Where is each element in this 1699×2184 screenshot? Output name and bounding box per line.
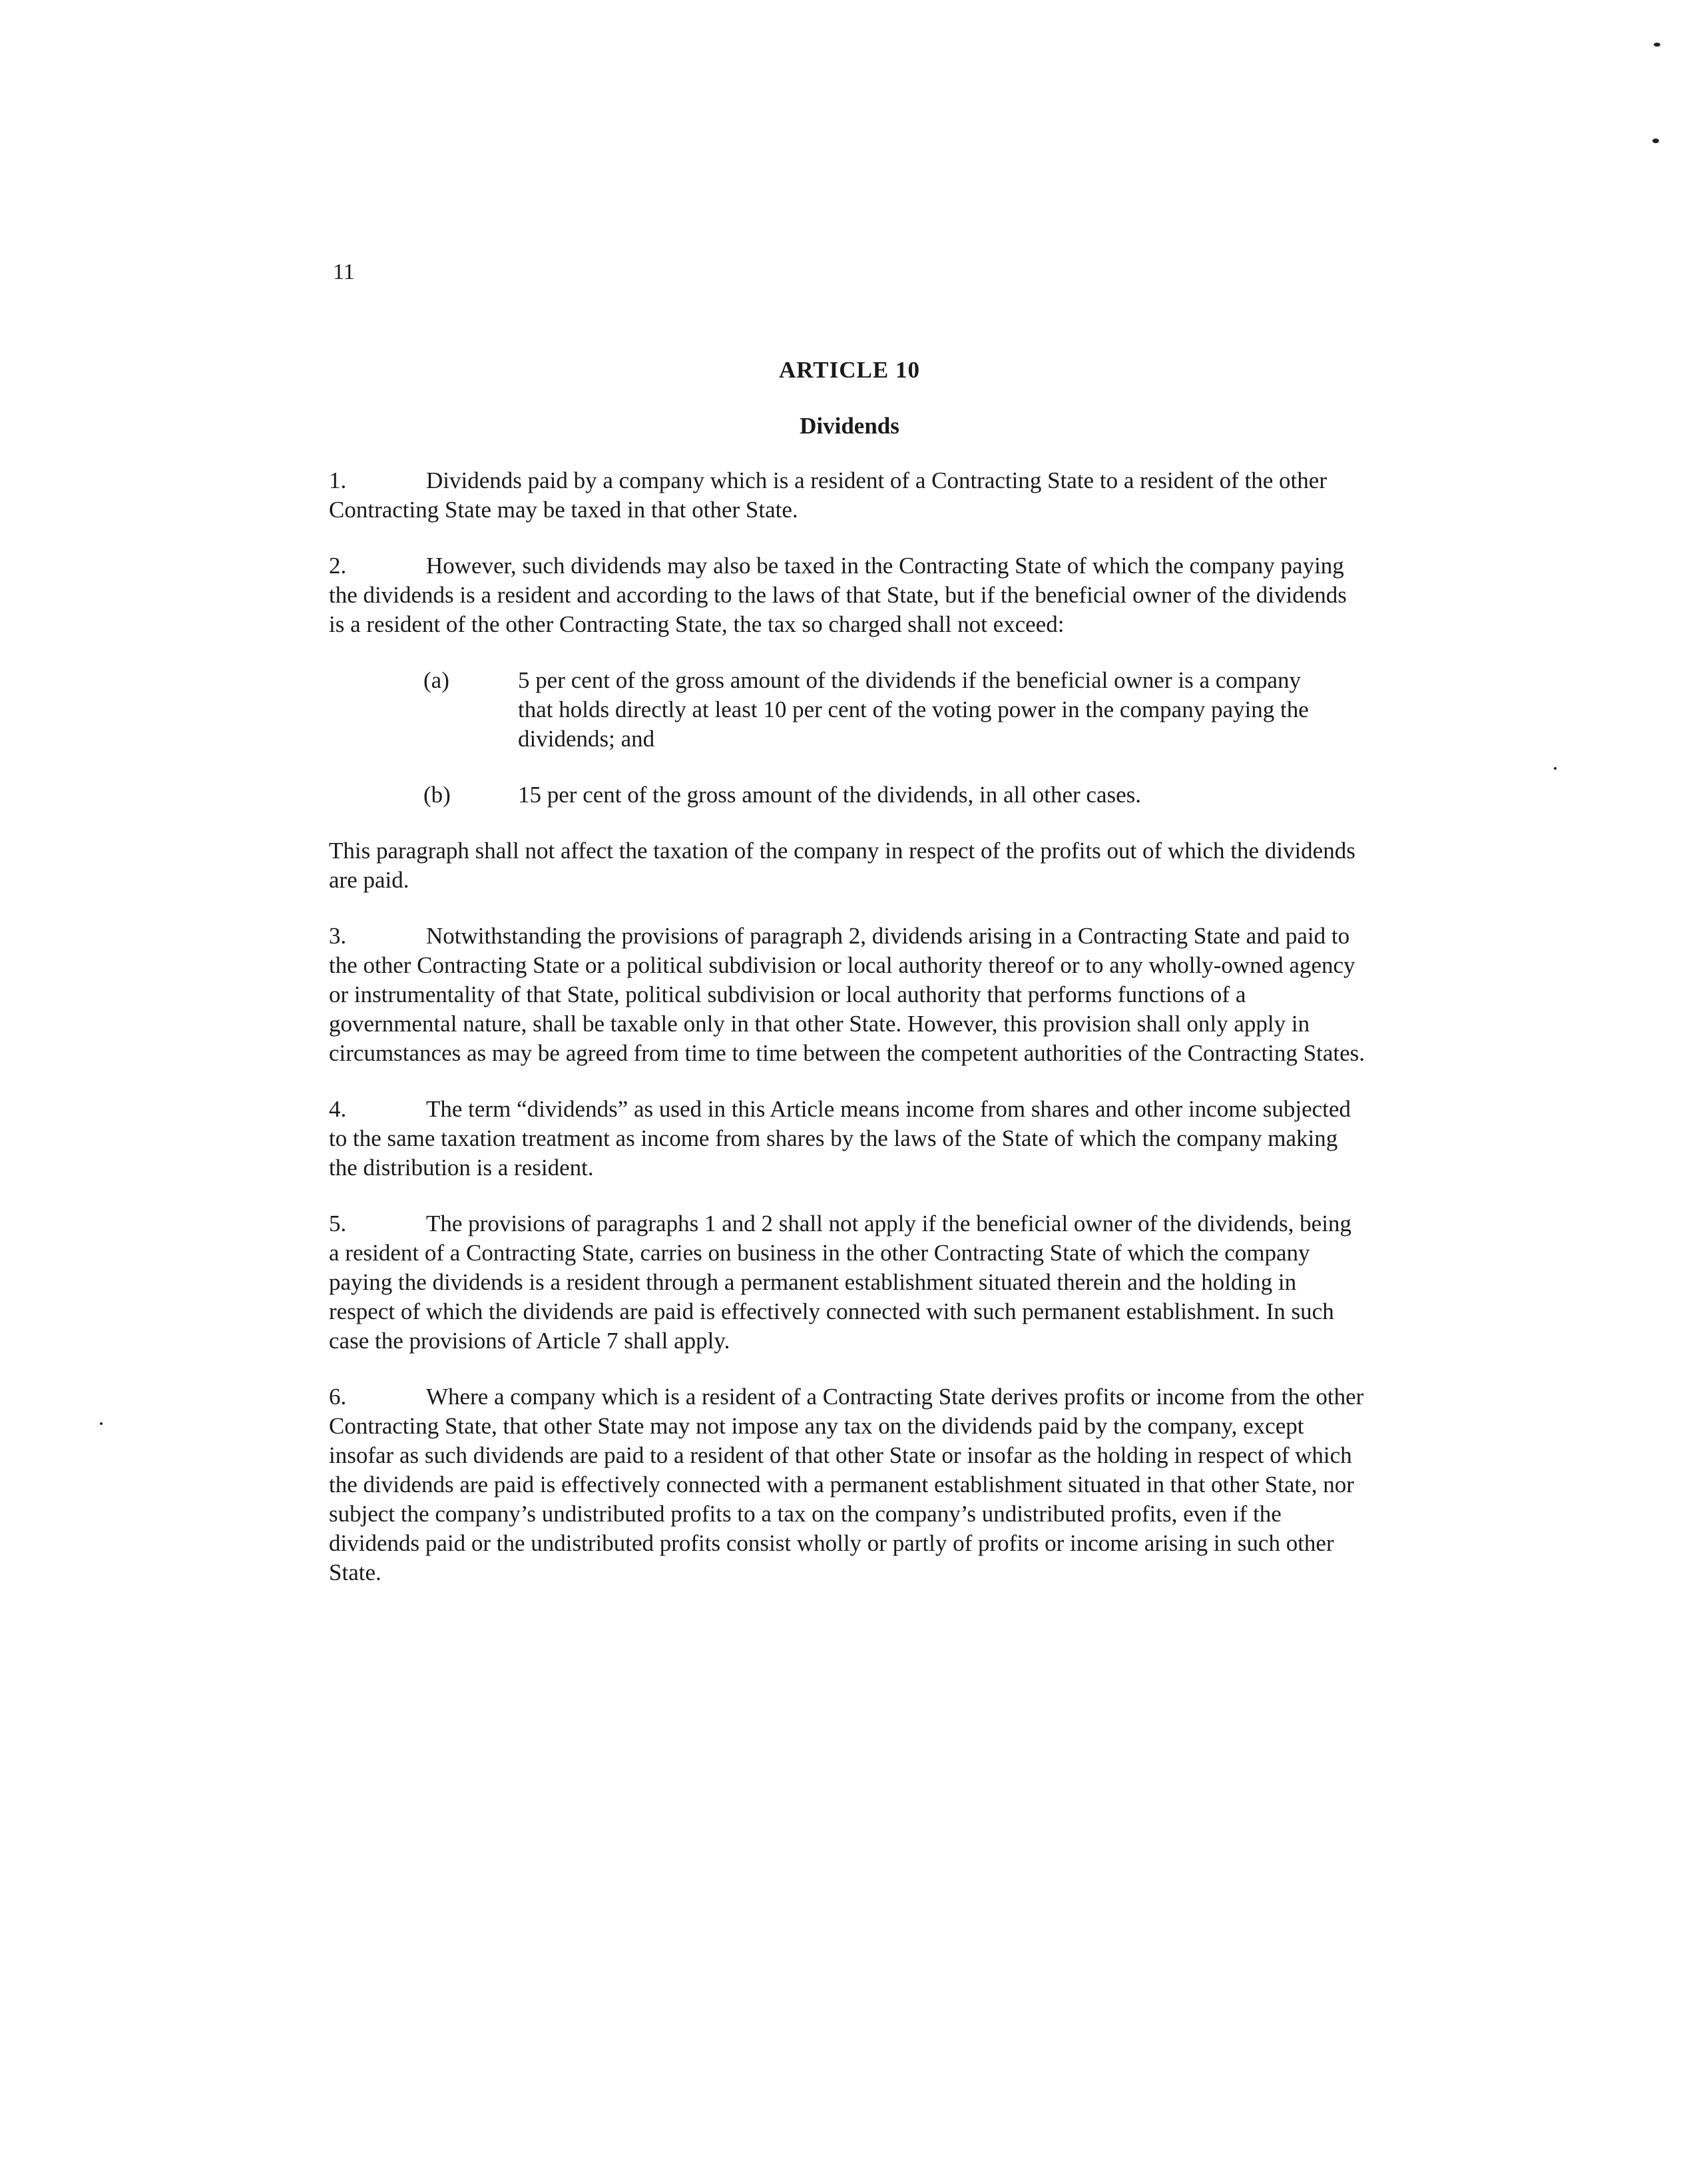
- paragraph-number: 2.: [329, 553, 347, 579]
- sub-item-text: 15 per cent of the gross amount of the dividends, in all other cases.: [518, 782, 1142, 808]
- paragraph-4: [329, 1095, 1367, 1183]
- paragraph-text: Dividends paid by a company which is a resident of a Contracting State to a resident of the other Contracting State may be taxed in that other State.: [329, 467, 1327, 523]
- page-number: 11: [333, 260, 355, 284]
- article-title: ARTICLE 10: [778, 357, 920, 383]
- article-body: [329, 466, 1367, 1614]
- paragraph-5: [329, 1209, 1367, 1356]
- paragraph-text: The term “dividends” as used in this Article means income from shares and other income subjected to the same taxation treatment as income from shares by the laws of the State of which the company making the distribution is a resident.: [329, 1096, 1351, 1181]
- article-subtitle: Dividends: [800, 413, 899, 439]
- paragraph-text: Notwithstanding the provisions of paragraph 2, dividends arising in a Contracting State and paid to the other Contracting State or a political subdivision or local authority thereof or to any wholly-owned agency or instrumentality of that State, political subdivision or local authority that performs functions of a governmental nature, shall be taxable only in that other State. However, this provision shall only apply in circumstances as may be agreed from time to time between the competent authorities of the Contracting States.: [329, 923, 1365, 1066]
- scan-speck: [1652, 138, 1659, 143]
- paragraph-text: The provisions of paragraphs 1 and 2 shall not apply if the beneficial owner of the dividends, being a resident of a Contracting State, carries on business in the other Contracting State of which the company paying the dividends is a resident through a permanent establishment situated therein and the holding in respect of which the dividends are paid is effectively connected with such permanent establishment. In such case the provisions of Article 7 shall apply.: [329, 1211, 1351, 1354]
- paragraph-2: [329, 551, 1367, 639]
- paragraph-2-closing: This paragraph shall not affect the taxation of the company in respect of the profits out of which the dividends are paid.: [329, 838, 1355, 893]
- paragraph-3: [329, 922, 1367, 1068]
- paragraph-1: [329, 466, 1367, 525]
- sub-item-label: (b): [423, 782, 451, 808]
- paragraph-number: 6.: [329, 1384, 347, 1410]
- paragraph-text: However, such dividends may also be taxed in the Contracting State of which the company paying the dividends is a resident and according to the laws of that State, but if the beneficial owner of the dividends is a resident of the other Contracting State, the tax so charged shall not exceed:: [329, 553, 1347, 637]
- paragraph-number: 5.: [329, 1211, 347, 1236]
- paragraph-number: 4.: [329, 1096, 347, 1122]
- paragraph-number: 1.: [329, 467, 347, 493]
- sub-item-label: (a): [423, 667, 449, 693]
- scan-speck: [1554, 767, 1557, 770]
- sub-item-text: 5 per cent of the gross amount of the dividends if the beneficial owner is a company that holds directly at least 10 per cent of the voting power in the company paying the dividends; and: [518, 667, 1309, 752]
- paragraph-text: Where a company which is a resident of a Contracting State derives profits or income from the other Contracting State, that other State may not impose any tax on the dividends paid by the company, except insofar as such dividends are paid to a resident of that other State or insofar as the holding in respect of which the dividends are paid is effectively connected with a permanent establishment situated in that other State, nor subject the company’s undistributed profits to a tax on the company’s undistributed profits, even if the dividends paid or the undistributed profits consist wholly or partly of profits or income arising in such other State.: [329, 1384, 1364, 1585]
- sub-item-a: [329, 666, 1367, 754]
- paragraph-number: 3.: [329, 923, 347, 949]
- paragraph-6: [329, 1382, 1367, 1587]
- sub-item-b: [329, 780, 1367, 810]
- scan-speck: [100, 1422, 103, 1425]
- scan-speck: [1654, 43, 1660, 47]
